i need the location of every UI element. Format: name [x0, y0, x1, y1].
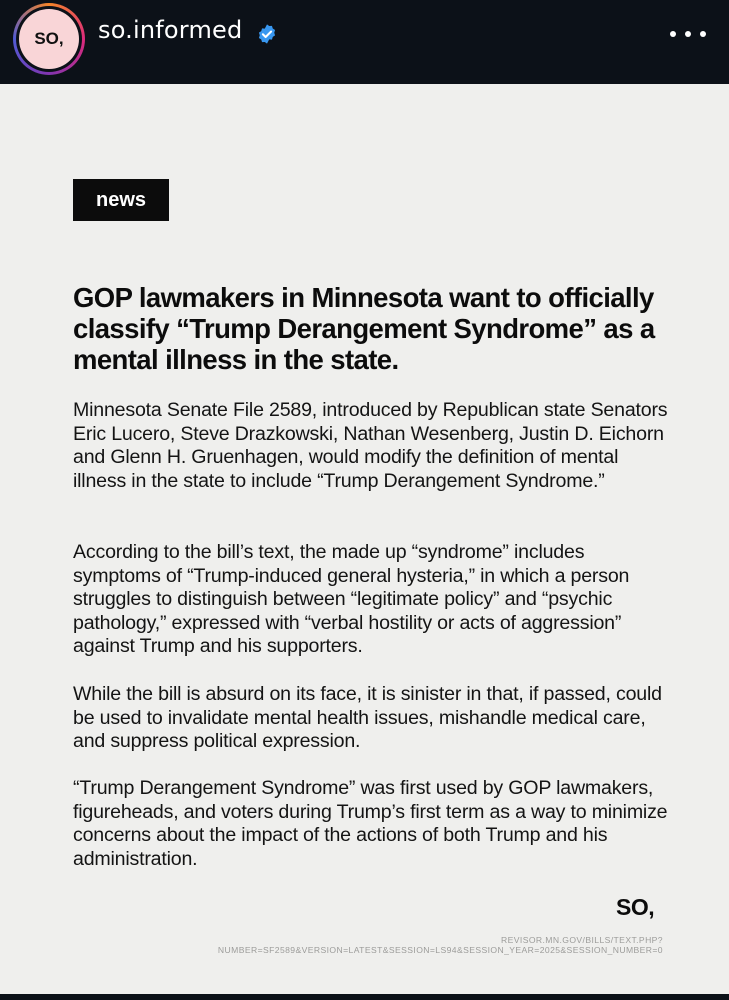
category-badge: news	[73, 179, 169, 221]
post-header	[0, 0, 729, 84]
avatar[interactable]: SO,	[19, 9, 79, 69]
paragraph-2: According to the bill’s text, the made up “syndrome” includes symptoms of “Trump-induced general hysteria,” in which a person struggles to distinguish between “legitimate policy” and “psychic pathology,” expressed with “verbal hostility or acts of aggression” against Trump and his supporters.	[73, 541, 630, 658]
verified-badge-icon	[256, 23, 278, 45]
source-url-line-2: NUMBER=SF2589&VERSION=LATEST&SESSION=LS94&SESSION_YEAR=2025&SESSION_NUMBER=0	[217, 944, 663, 955]
paragraph-1: Minnesota Senate File 2589, introduced by Republican state Senators Eric Lucero, Steve Drazkowski, Nathan Wesenberg, Justin D. Eichorn and Glenn H. Gruenhagen, would modify the definition of mental illness in the state to include “Trump Derangement Syndrome.”	[73, 399, 668, 492]
source-url-line-1: REVISOR.MN.GOV/BILLS/TEXT.PHP?	[501, 935, 663, 945]
username-link[interactable]: so.informed	[98, 16, 243, 44]
story-ring[interactable]	[13, 3, 85, 75]
brand-logo: SO,	[616, 894, 655, 920]
dot	[700, 31, 706, 37]
dot	[670, 31, 676, 37]
headline: GOP lawmakers in Minnesota want to officially classify “Trump Derangement Syndrome” as a mental illness in the state.	[73, 282, 655, 375]
paragraph-4: “Trump Derangement Syndrome” was first used by GOP lawmakers, figureheads, and voters during Trump’s first term as a way to minimize concerns about the impact of the actions of both Trump and his administration.	[73, 777, 668, 870]
source-url	[143, 936, 663, 955]
post-image[interactable]	[0, 84, 729, 994]
bottom-bar	[0, 994, 729, 1000]
paragraph-3: While the bill is absurd on its face, it is sinister in that, if passed, could be used to invalidate mental health issues, mishandle medical care, and suppress political expression.	[73, 683, 662, 753]
more-options-icon[interactable]	[670, 24, 706, 44]
dot	[685, 31, 691, 37]
